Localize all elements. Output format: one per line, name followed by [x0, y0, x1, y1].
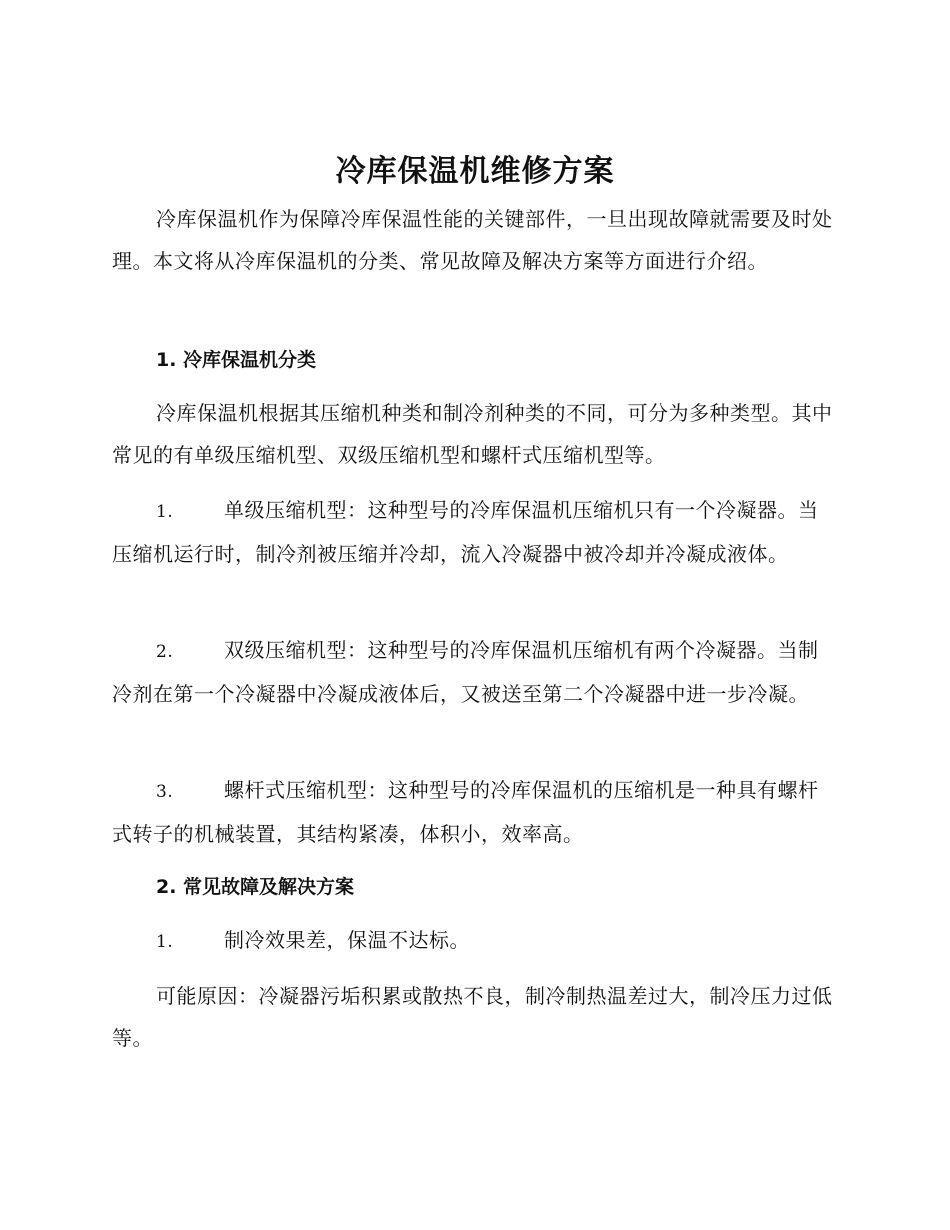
list-item — [112, 770, 834, 855]
list-item — [112, 630, 834, 715]
list-item-text: 制冷效果差，保温不达标。 — [224, 928, 470, 952]
list-item-text: 双级压缩机型：这种型号的冷库保温机压缩机有两个冷凝器。当制冷剂在第一个冷凝器中冷凝成液体后，又被送至第二个冷凝器中进一步冷凝。 — [112, 638, 819, 706]
list-item-text: 螺杆式压缩机型：这种型号的冷库保温机的压缩机是一种具有螺杆式转子的机械装置，其结构紧凑，体积小，效率高。 — [112, 778, 819, 846]
list-item-number: 2. — [156, 642, 174, 662]
intro-paragraph: 冷库保温机作为保障冷库保温性能的关键部件，一旦出现故障就需要及时处理。本文将从冷库保温机的分类、常见故障及解决方案等方面进行介绍。 — [112, 207, 833, 273]
list-item-text: 单级压缩机型：这种型号的冷库保温机压缩机只有一个冷凝器。当压缩机运行时，制冷剂被压缩并冷却，流入冷凝器中被冷却并冷凝成液体。 — [112, 498, 819, 566]
classification-paragraph: 冷库保温机根据其压缩机种类和制冷剂种类的不同，可分为多种类型。其中常见的有单级压缩机型、双级压缩机型和螺杆式压缩机型等。 — [112, 401, 833, 467]
list-item — [112, 490, 834, 575]
list-item-number: 1. — [156, 932, 174, 952]
section-heading-classification: 1. 冷库保温机分类 — [156, 349, 317, 371]
cause-paragraph: 可能原因：冷凝器污垢积累或散热不良，制冷制热温差过大，制冷压力过低等。 — [112, 984, 833, 1050]
section-heading-faults: 2. 常见故障及解决方案 — [156, 876, 355, 898]
list-item-number: 3. — [156, 782, 174, 802]
list-item-number: 1. — [156, 502, 174, 522]
document-title: 冷库保温机维修方案 — [335, 154, 615, 189]
list-item — [112, 920, 834, 964]
